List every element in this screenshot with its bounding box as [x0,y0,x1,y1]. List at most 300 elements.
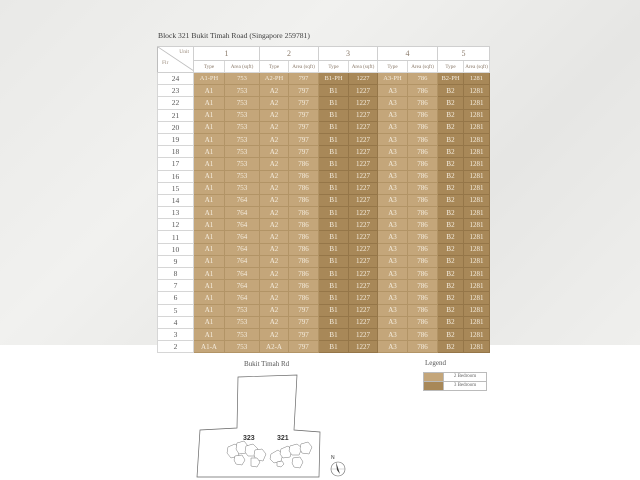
table-row [158,341,490,353]
unit-type-cell: B1 [319,158,349,170]
floor-cell: 9 [158,255,194,267]
unit-area-cell: 797 [289,133,319,145]
unit-type-cell: B1 [319,194,349,206]
unit-area-cell: 797 [289,304,319,316]
floor-cell: 19 [158,133,194,145]
unit-area-cell: 1227 [349,341,378,353]
unit-type-cell: A3 [378,146,408,158]
table-row [158,133,490,145]
floor-cell: 11 [158,231,194,243]
type-column-header: Type [260,61,289,73]
unit-area-cell: 1227 [349,73,378,85]
unit-area-cell: 753 [225,341,260,353]
unit-area-cell: 764 [225,268,260,280]
floor-cell: 3 [158,328,194,340]
unit-area-cell: 786 [408,158,438,170]
unit-area-cell: 1281 [464,231,490,243]
unit-area-cell: 786 [408,231,438,243]
unit-type-cell: A2 [260,316,289,328]
unit-area-cell: 786 [289,182,319,194]
unit-type-cell: A1 [194,121,225,133]
unit-type-cell: A2 [260,304,289,316]
unit-area-cell: 1281 [464,182,490,194]
unit-area-cell: 1227 [349,231,378,243]
unit-area-cell: 753 [225,109,260,121]
unit-type-cell: B1 [319,255,349,267]
legend-item [423,381,487,391]
unit-type-cell: B1 [319,207,349,219]
unit-type-cell: A1 [194,292,225,304]
unit-area-cell: 1227 [349,170,378,182]
unit-type-cell: B2 [438,316,464,328]
unit-area-cell: 797 [289,341,319,353]
type-column-header: Type [319,61,349,73]
unit-area-cell: 1227 [349,292,378,304]
table-row [158,97,490,109]
unit-type-cell: A1 [194,170,225,182]
unit-area-cell: 753 [225,158,260,170]
type-column-header: Type [378,61,408,73]
unit-area-cell: 786 [289,219,319,231]
unit-area-cell: 786 [408,268,438,280]
unit-type-cell: A3 [378,255,408,267]
table-row [158,182,490,194]
unit-area-cell: 786 [408,109,438,121]
legend-label: 2 Bedroom [443,373,486,381]
unit-type-cell: A1 [194,85,225,97]
unit-header: 3 [319,47,378,61]
unit-type-cell: B1-PH [319,73,349,85]
subheader-row [158,61,490,73]
type-column-header: Type [194,61,225,73]
unit-type-cell: A2 [260,243,289,255]
unit-area-cell: 1281 [464,341,490,353]
unit-type-cell: A1 [194,231,225,243]
unit-type-cell: B1 [319,219,349,231]
unit-type-cell: A3 [378,231,408,243]
unit-area-cell: 764 [225,292,260,304]
unit-area-cell: 786 [289,194,319,206]
unit-type-cell: B2 [438,243,464,255]
floor-cell: 14 [158,194,194,206]
unit-area-cell: 1281 [464,255,490,267]
unit-header: 2 [260,47,319,61]
unit-type-cell: A1 [194,97,225,109]
unit-area-cell: 797 [289,316,319,328]
unit-area-cell: 764 [225,207,260,219]
unit-type-cell: B1 [319,341,349,353]
unit-area-cell: 797 [289,73,319,85]
unit-area-cell: 786 [408,304,438,316]
floor-cell: 18 [158,146,194,158]
site-plan [195,370,370,478]
unit-type-cell: B2 [438,182,464,194]
unit-area-cell: 764 [225,231,260,243]
unit-type-cell: A1-A [194,341,225,353]
unit-type-cell: B2 [438,292,464,304]
unit-type-cell: A2 [260,158,289,170]
unit-area-cell: 764 [225,194,260,206]
area-column-header: Area (sqft) [464,61,490,73]
unit-area-cell: 753 [225,170,260,182]
unit-area-cell: 1227 [349,207,378,219]
unit-area-cell: 753 [225,146,260,158]
unit-type-cell: A2 [260,280,289,292]
unit-type-cell: A1 [194,146,225,158]
unit-type-cell: A3 [378,158,408,170]
unit-type-cell: A2-A [260,341,289,353]
corner-floor-label: Flr [162,60,169,66]
unit-type-cell: A2 [260,170,289,182]
unit-type-cell: B1 [319,121,349,133]
unit-type-cell: A1 [194,158,225,170]
unit-area-cell: 1281 [464,207,490,219]
unit-type-cell: B1 [319,268,349,280]
unit-area-cell: 1281 [464,158,490,170]
compass-icon [331,462,345,476]
unit-area-cell: 1227 [349,97,378,109]
unit-type-cell: A3 [378,304,408,316]
floor-cell: 16 [158,170,194,182]
unit-area-cell: 1281 [464,146,490,158]
unit-header: 1 [194,47,260,61]
floor-cell: 20 [158,121,194,133]
table-row [158,231,490,243]
unit-area-cell: 1227 [349,109,378,121]
unit-type-cell: A3 [378,207,408,219]
unit-area-cell: 764 [225,219,260,231]
unit-type-cell: A3 [378,170,408,182]
unit-type-cell: B2 [438,146,464,158]
unit-type-cell: B1 [319,304,349,316]
unit-area-cell: 786 [408,219,438,231]
unit-type-cell: B2 [438,207,464,219]
unit-area-cell: 786 [289,292,319,304]
unit-type-cell: A3 [378,268,408,280]
table-row [158,146,490,158]
unit-area-cell: 786 [408,121,438,133]
floor-cell: 21 [158,109,194,121]
unit-type-cell: B2 [438,280,464,292]
unit-header: 4 [378,47,438,61]
unit-area-cell: 1227 [349,316,378,328]
unit-area-cell: 753 [225,316,260,328]
unit-area-cell: 786 [408,85,438,97]
unit-type-cell: B2 [438,85,464,97]
unit-area-cell: 1281 [464,219,490,231]
unit-type-cell: A3 [378,97,408,109]
table-row [158,292,490,304]
unit-area-cell: 753 [225,85,260,97]
unit-area-cell: 797 [289,328,319,340]
unit-schedule-table [157,46,490,353]
unit-type-cell: B1 [319,133,349,145]
unit-type-cell: A3 [378,341,408,353]
unit-area-cell: 1227 [349,328,378,340]
unit-type-cell: B1 [319,231,349,243]
corner-unit-label: Unit [179,49,189,55]
unit-type-cell: B1 [319,280,349,292]
floor-cell: 10 [158,243,194,255]
unit-area-cell: 1281 [464,316,490,328]
unit-type-cell: A2 [260,85,289,97]
unit-type-cell: A2 [260,133,289,145]
unit-area-cell: 786 [408,170,438,182]
unit-area-cell: 1281 [464,121,490,133]
unit-area-cell: 1227 [349,280,378,292]
unit-area-cell: 786 [289,280,319,292]
unit-area-cell: 786 [408,243,438,255]
unit-type-cell: A2 [260,109,289,121]
unit-area-cell: 1227 [349,194,378,206]
unit-area-cell: 1227 [349,158,378,170]
unit-type-cell: A1 [194,219,225,231]
block-321-footprint [270,442,312,468]
unit-area-cell: 753 [225,182,260,194]
unit-area-cell: 1227 [349,243,378,255]
unit-type-cell: A1 [194,182,225,194]
unit-area-cell: 1227 [349,146,378,158]
unit-type-cell: A2 [260,328,289,340]
unit-type-cell: B2 [438,109,464,121]
unit-area-cell: 786 [408,133,438,145]
unit-area-cell: 1227 [349,255,378,267]
legend-item [423,372,487,381]
unit-type-cell: A3 [378,316,408,328]
unit-area-cell: 753 [225,133,260,145]
area-column-header: Area (sqft) [225,61,260,73]
unit-type-cell: A2 [260,97,289,109]
unit-type-cell: A3 [378,121,408,133]
unit-area-cell: 797 [289,97,319,109]
type-column-header: Type [438,61,464,73]
legend [423,372,487,391]
unit-type-cell: A2 [260,231,289,243]
unit-type-cell: A3 [378,133,408,145]
table-row [158,85,490,97]
unit-area-cell: 797 [289,121,319,133]
unit-type-cell: A2-PH [260,73,289,85]
block-323-label: 323 [243,435,255,442]
table-row [158,280,490,292]
table-row [158,194,490,206]
floor-cell: 6 [158,292,194,304]
unit-type-cell: A1 [194,268,225,280]
table-row [158,109,490,121]
unit-type-cell: A3 [378,182,408,194]
unit-type-cell: B2 [438,194,464,206]
floor-cell: 24 [158,73,194,85]
unit-type-cell: A3-PH [378,73,408,85]
table-row [158,158,490,170]
floor-cell: 22 [158,97,194,109]
block-323-footprint [227,441,266,467]
unit-area-cell: 1281 [464,280,490,292]
unit-area-cell: 797 [289,85,319,97]
floor-cell: 8 [158,268,194,280]
unit-area-cell: 797 [289,109,319,121]
unit-type-cell: A2 [260,219,289,231]
unit-type-cell: A2 [260,194,289,206]
table-row [158,328,490,340]
legend-title: Legend [425,359,446,367]
unit-type-cell: A2 [260,146,289,158]
unit-type-cell: B1 [319,97,349,109]
unit-type-cell: A3 [378,194,408,206]
area-column-header: Area (sqft) [289,61,319,73]
unit-area-cell: 786 [289,268,319,280]
unit-area-cell: 797 [289,146,319,158]
unit-area-cell: 1281 [464,109,490,121]
unit-area-cell: 786 [408,207,438,219]
table-row [158,121,490,133]
unit-type-cell: A1 [194,280,225,292]
unit-type-cell: A2 [260,182,289,194]
unit-area-cell: 1227 [349,219,378,231]
unit-type-cell: B2 [438,268,464,280]
corner-header [158,47,194,73]
table-row [158,207,490,219]
unit-type-cell: A3 [378,109,408,121]
unit-type-cell: B2-PH [438,73,464,85]
unit-type-cell: A1 [194,316,225,328]
unit-type-cell: B1 [319,109,349,121]
unit-type-cell: B1 [319,328,349,340]
compass-north-label: N [331,455,335,461]
table-row [158,316,490,328]
unit-area-cell: 786 [408,280,438,292]
unit-type-cell: B1 [319,316,349,328]
floor-cell: 7 [158,280,194,292]
unit-type-cell: A3 [378,292,408,304]
floor-cell: 12 [158,219,194,231]
unit-area-cell: 1281 [464,85,490,97]
unit-type-cell: A3 [378,219,408,231]
unit-area-cell: 786 [408,316,438,328]
unit-area-cell: 1281 [464,194,490,206]
unit-area-cell: 1281 [464,97,490,109]
table-row [158,304,490,316]
unit-type-cell: B2 [438,133,464,145]
unit-type-cell: A2 [260,268,289,280]
unit-area-cell: 764 [225,243,260,255]
block-321-label: 321 [277,435,289,442]
unit-area-cell: 1281 [464,304,490,316]
table-row [158,268,490,280]
unit-type-cell: A3 [378,85,408,97]
unit-type-cell: B1 [319,170,349,182]
unit-area-cell: 764 [225,255,260,267]
unit-area-cell: 753 [225,121,260,133]
floor-cell: 17 [158,158,194,170]
unit-type-cell: B1 [319,243,349,255]
unit-type-cell: B1 [319,182,349,194]
unit-type-cell: A2 [260,121,289,133]
unit-area-cell: 1227 [349,304,378,316]
unit-type-cell: B1 [319,292,349,304]
road-label: Bukit Timah Rd [244,360,290,368]
unit-area-cell: 1281 [464,170,490,182]
unit-area-cell: 1281 [464,268,490,280]
unit-header-row [158,47,490,61]
unit-type-cell: A1-PH [194,73,225,85]
unit-area-cell: 786 [289,170,319,182]
unit-area-cell: 753 [225,328,260,340]
unit-type-cell: B2 [438,328,464,340]
area-column-header: Area (sqft) [408,61,438,73]
unit-area-cell: 786 [408,73,438,85]
floor-cell: 2 [158,341,194,353]
unit-type-cell: B2 [438,158,464,170]
unit-area-cell: 786 [408,292,438,304]
unit-type-cell: B2 [438,170,464,182]
unit-area-cell: 786 [289,231,319,243]
table-row [158,255,490,267]
unit-area-cell: 786 [408,194,438,206]
unit-area-cell: 786 [408,146,438,158]
unit-area-cell: 786 [289,207,319,219]
page-title: Block 321 Bukit Timah Road (Singapore 259781) [158,31,310,40]
unit-area-cell: 786 [408,328,438,340]
table-body [158,73,490,353]
unit-type-cell: B2 [438,304,464,316]
unit-type-cell: A1 [194,255,225,267]
unit-type-cell: A1 [194,109,225,121]
unit-type-cell: B2 [438,341,464,353]
unit-type-cell: B2 [438,231,464,243]
floor-cell: 15 [158,182,194,194]
unit-type-cell: A1 [194,304,225,316]
unit-area-cell: 753 [225,73,260,85]
floor-cell: 4 [158,316,194,328]
unit-type-cell: A3 [378,328,408,340]
table-row [158,73,490,85]
unit-type-cell: A1 [194,194,225,206]
unit-type-cell: A1 [194,207,225,219]
legend-swatch [424,382,443,390]
table-row [158,219,490,231]
unit-area-cell: 786 [289,255,319,267]
unit-type-cell: A3 [378,280,408,292]
unit-type-cell: A1 [194,328,225,340]
unit-area-cell: 786 [289,158,319,170]
unit-area-cell: 786 [408,97,438,109]
floor-cell: 13 [158,207,194,219]
unit-type-cell: A1 [194,133,225,145]
floor-cell: 23 [158,85,194,97]
unit-type-cell: B2 [438,97,464,109]
unit-type-cell: A2 [260,292,289,304]
unit-area-cell: 1227 [349,121,378,133]
unit-area-cell: 786 [289,243,319,255]
area-column-header: Area (sqft) [349,61,378,73]
unit-type-cell: B2 [438,121,464,133]
legend-swatch [424,373,443,381]
unit-area-cell: 786 [408,341,438,353]
unit-area-cell: 786 [408,255,438,267]
unit-area-cell: 1227 [349,133,378,145]
unit-area-cell: 1281 [464,292,490,304]
unit-type-cell: A1 [194,243,225,255]
unit-type-cell: B1 [319,85,349,97]
unit-area-cell: 1281 [464,133,490,145]
unit-area-cell: 753 [225,304,260,316]
unit-type-cell: B2 [438,219,464,231]
unit-area-cell: 1281 [464,243,490,255]
unit-type-cell: A3 [378,243,408,255]
unit-type-cell: A2 [260,255,289,267]
floor-cell: 5 [158,304,194,316]
